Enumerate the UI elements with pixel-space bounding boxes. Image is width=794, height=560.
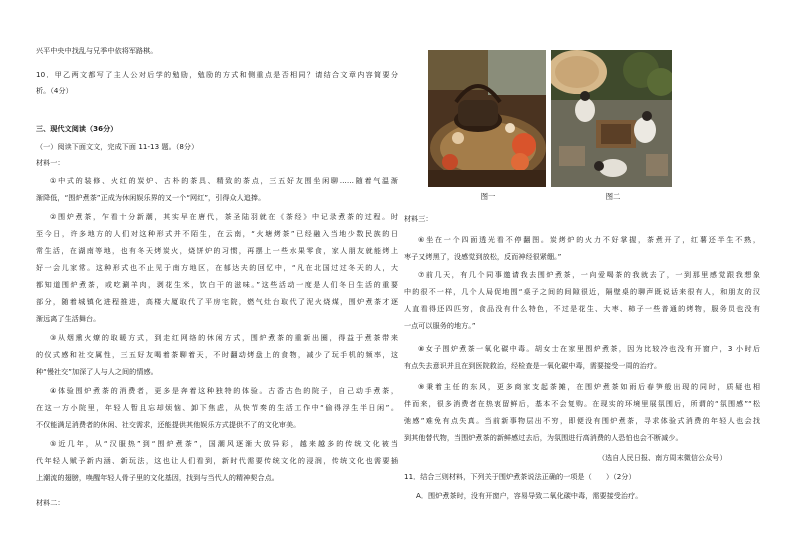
left-text-line: 不仅能满足消费者的休闲、社交需求，还能提供其他娱乐方式提供不了的文化审美。	[36, 420, 301, 429]
left-text-line: 的仪式感和社交属性，三五好友喝着茶聊着天，不时翻动烤盘上的食物，减少了玩手机的频率，这	[36, 350, 398, 359]
right-text-line: 到其他替代物，当围炉煮茶的新鲜感过去后，为氛围进行高消费的人恐怕也会不断减少。	[404, 433, 683, 442]
right-text-line: 人直看得还四匹穷，食品没有什么特色，不过是花生、大枣、柿子一些普通的烤物，服务员也没有	[404, 304, 760, 313]
left-text-line: ②围炉煮茶，乍看十分新潮，其实早在唐代，茶圣陆羽就在《茶经》中记录煮茶的过程。时	[50, 212, 398, 221]
left-text-line: 渐降低，“围炉煮茶”正成为休闲娱乐界的又一个“网红”，引得众人追捧。	[36, 193, 266, 202]
right-text-line: （选自人民日报、南方周末微信公众号）	[598, 453, 727, 462]
left-text-line: 上潮流的翅膀，唤醒年轻人骨子里的文化基因，找到与当代人的精神契合点。	[36, 473, 279, 482]
right-text-line: A．围炉煮茶时，没有开窗户，容易导致二氧化碳中毒，需要接受治疗。	[416, 491, 643, 500]
left-text-line: 部分，随着城镇化进程推进，高楼大厦取代了平房宅院，燃气灶台取代了泥火烧煤，围炉煮茶才逐	[36, 297, 398, 306]
left-text-line: 析。（4分）	[36, 86, 73, 95]
left-text-line: ④体验围炉煮茶的消费者，更多是奔着这种独特的体验。古香古色的院子，自己动手煮茶，	[50, 386, 398, 395]
left-text-line: （一）阅读下面文文，完成下面 11-13 题。（8分）	[36, 142, 199, 151]
right-text-line: 一点可以服务的地方。”	[404, 321, 476, 330]
left-text-line: ⑤近几年，从“汉服热”到“围炉煮茶”，国潮风逐渐大放异彩，越来越多的传统文化被当	[50, 439, 398, 448]
right-text-line: 弛感”难免有点失真。当前新事物层出不穷，即便没有围炉煮茶，寻求体验式消费的年轻人也会找	[404, 416, 760, 425]
left-text-line: 材料一：	[36, 158, 65, 167]
right-text-line: 枣子又烤黑了，没感觉到放松，反而神经很紧绷。”	[404, 252, 562, 261]
left-text-line: 三、现代文阅读（36分）	[36, 124, 118, 133]
left-text-line: 代年轻人赋予新内涵、新玩法，这也让人们看到，新时代需要传统文化的浸润，传统文化也需要插	[36, 456, 398, 465]
figure-1-photo	[428, 50, 546, 187]
right-text-line: 中的很不一样，几个人局促地围“桌子之间的间隙很近，隔壁桌的聊声既说话来很有人，和朋友的汉	[404, 287, 760, 296]
left-text-line: 在这一方小院里，年轻人暂且忘却烦恼、卸下焦虑，从快节奏的生活工作中“偷得浮生半日闲”。	[36, 403, 398, 412]
left-text-line: ①中式的装修、火红的炭炉、古朴的茶具、精致的茶点，三五好友围坐闲聊……随着气温渐	[50, 176, 398, 185]
left-text-line: 渐远离了生活舞台。	[36, 314, 101, 323]
right-text-line: 伴而来，很多消费者在热衷留鲜后，基本不会复购。在现实的环境里展氛围后，所谓的“氛围感”“松	[404, 399, 760, 408]
left-text-line: 材料二：	[36, 498, 65, 507]
outdoor-tea-party-photo	[551, 50, 672, 187]
tea-brazier-photo	[428, 50, 546, 187]
left-text-line: 都知道围炉煮茶，或吃涮羊肉，剥花生米，饮白干的滋味。”这些活动一度是人们冬日生活的重要	[36, 280, 398, 289]
figure-1-caption: 图一	[480, 192, 496, 201]
left-text-line: 好一会儿家常。这种形式也不止见于南方地区，在郁达夫的回忆中，“凡在北国过过冬天的人，大	[36, 263, 398, 272]
figure-2-caption: 图二	[605, 192, 621, 201]
right-text-line: 材料三：	[404, 214, 433, 223]
right-text-line: 有点失去意识并且在到医院救治，经检查是一氧化碳中毒，需要接受一周的治疗。	[404, 361, 662, 370]
right-text-line: ⑧女子围炉煮茶一氧化碳中毒。胡女士在家里围炉煮茶，因为比较冷也没有开窗户，3 小时后	[418, 344, 760, 353]
figure-2-photo	[551, 50, 672, 187]
left-text-line: 兴平中央中找乱与兄季中依将军路棋。	[36, 46, 158, 55]
left-text-line: 10．甲乙两文都写了主人公对后学的勉励，勉励的方式和侧重点是否相同？请结合文章内容简要分	[36, 70, 398, 79]
left-text-line: 常生活，在湖南等地，也有冬天烤炭火，烧饼炉的习惯，再摆上一些水果零食，家人朋友就能烤上	[36, 246, 398, 255]
right-text-line: ⑥坐在一个四面透光看不停翻图。炭烤炉的火力不好掌握，茶煮开了，红薯还半生不熟，	[418, 235, 760, 244]
left-text-line: 种“慢社交”加深了人与人之间的情感。	[36, 367, 158, 376]
left-text-line: 至今日，许多地方的人们对这种形式并不陌生，在云南，“火塘烤茶”已经融入当地少数民族的日	[36, 229, 398, 238]
right-text-line: 11．结合三则材料，下列关于围炉煮茶说法正确的一项是（ ）（2分）	[404, 472, 636, 481]
left-text-line: ③从烟熏火燎的取暖方式，到走红网络的休闲方式，围炉煮茶的重新出圈，得益于煮茶带来	[50, 333, 398, 342]
right-text-line: ⑨秉着主任的东风，更多商家支起茶摊，在围炉煮茶如雨后春笋般出现的同时，质疑也相	[418, 382, 760, 391]
right-text-line: ⑦前几天，有几个同事邀请我去围炉煮茶，一向爱喝茶的我就去了，一到那里感觉跟我想象	[418, 270, 760, 279]
